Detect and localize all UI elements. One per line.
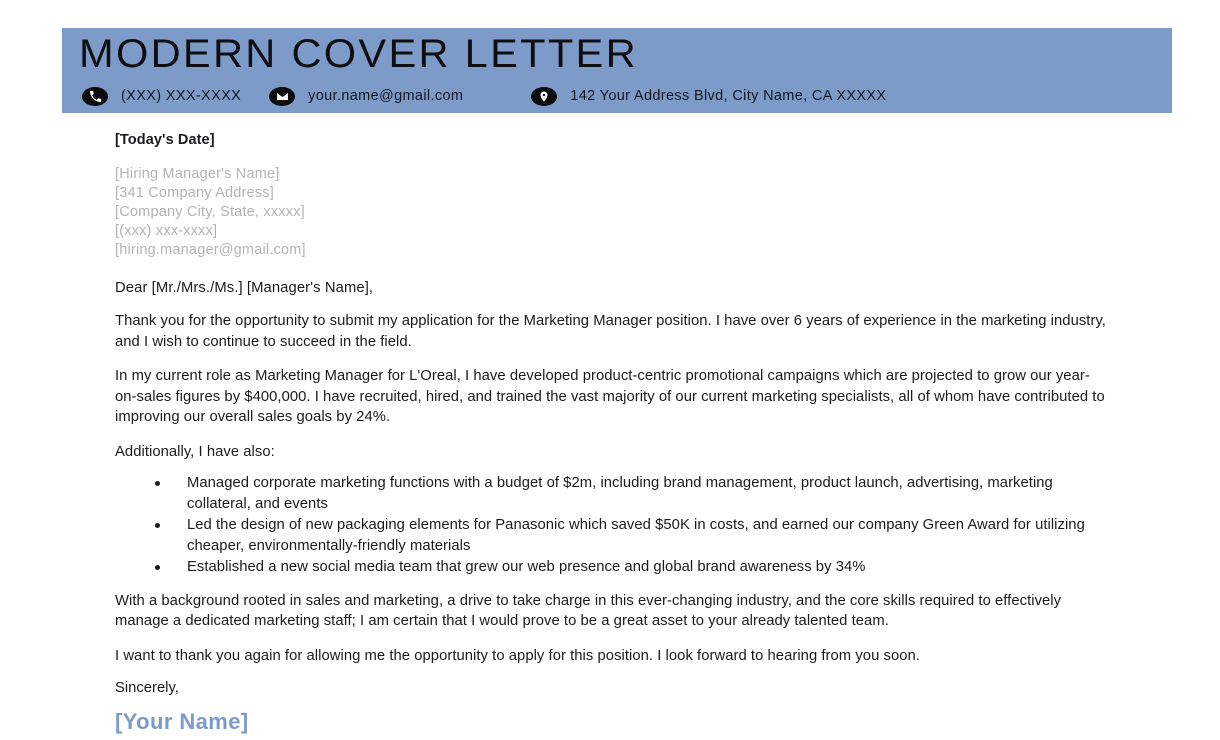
contact-email xyxy=(269,82,463,110)
achievements-list xyxy=(115,473,1109,578)
recipient-line: [hiring.manager@gmail.com] xyxy=(115,242,306,258)
contact-phone xyxy=(82,82,241,110)
letter-date: [Today's Date] xyxy=(115,132,215,148)
page-title: MODERN COVER LETTER xyxy=(79,32,638,76)
contact-address-text: 142 Your Address Blvd, City Name, CA XXXXX xyxy=(570,88,887,104)
header-banner xyxy=(62,28,1172,113)
list-item: Managed corporate marketing functions with a budget of $2m, including brand management, product launch, advertising, marketing collateral, and events xyxy=(115,473,1109,514)
body-paragraph-3: With a background rooted in sales and marketing, a drive to take charge in this ever-changing industry, and the core skills required to effectively manage a dedicated marketing staff; I am certain that I would prove to be a great asset to your already talented team. xyxy=(115,592,1062,629)
envelope-icon xyxy=(269,87,295,106)
letter-body xyxy=(115,132,1109,735)
contact-phone-text: (XXX) XXX-XXXX xyxy=(121,88,242,104)
signoff: Sincerely, xyxy=(115,680,179,696)
recipient-line: [Company City, State, xxxxx] xyxy=(115,204,305,220)
body-paragraph-2: In my current role as Marketing Manager for L'Oreal, I have developed product-centric promotional campaigns which are projected to grow our year-on-sales figures by $400,000. I have recruited, hired, and trained the vast majority of our current marketing specialists, all of whom have contributed to improving our overall sales goals by 24%. xyxy=(115,368,1105,425)
contact-email-text: your.name@gmail.com xyxy=(308,88,464,104)
recipient-line: [Hiring Manager's Name] xyxy=(115,166,280,182)
list-item: Led the design of new packaging elements for Panasonic which saved $50K in costs, and earned our company Green Award for utilizing cheaper, environmentally-friendly materials xyxy=(115,515,1109,556)
body-paragraph-4: I want to thank you again for allowing me the opportunity to apply for this position. I look forward to hearing from you soon. xyxy=(115,647,920,664)
contact-row xyxy=(82,82,886,110)
contact-address xyxy=(531,82,886,110)
recipient-line: [341 Company Address] xyxy=(115,185,274,201)
location-pin-icon xyxy=(531,87,557,106)
phone-icon xyxy=(82,87,108,106)
list-lead-in: Additionally, I have also: xyxy=(115,443,275,460)
recipient-line: [(xxx) xxx-xxxx] xyxy=(115,223,218,239)
list-item: Established a new social media team that grew our web presence and global brand awareness by 34% xyxy=(115,557,1109,578)
body-paragraph-1: Thank you for the opportunity to submit my application for the Marketing Manager position. I have over 6 years of experience in the marketing industry, and I wish to continue to succeed in the field. xyxy=(115,313,1106,350)
signature-name: [Your Name] xyxy=(115,709,249,734)
salutation: Dear [Mr./Mrs./Ms.] [Manager's Name], xyxy=(115,280,374,296)
recipient-block xyxy=(115,165,1109,260)
